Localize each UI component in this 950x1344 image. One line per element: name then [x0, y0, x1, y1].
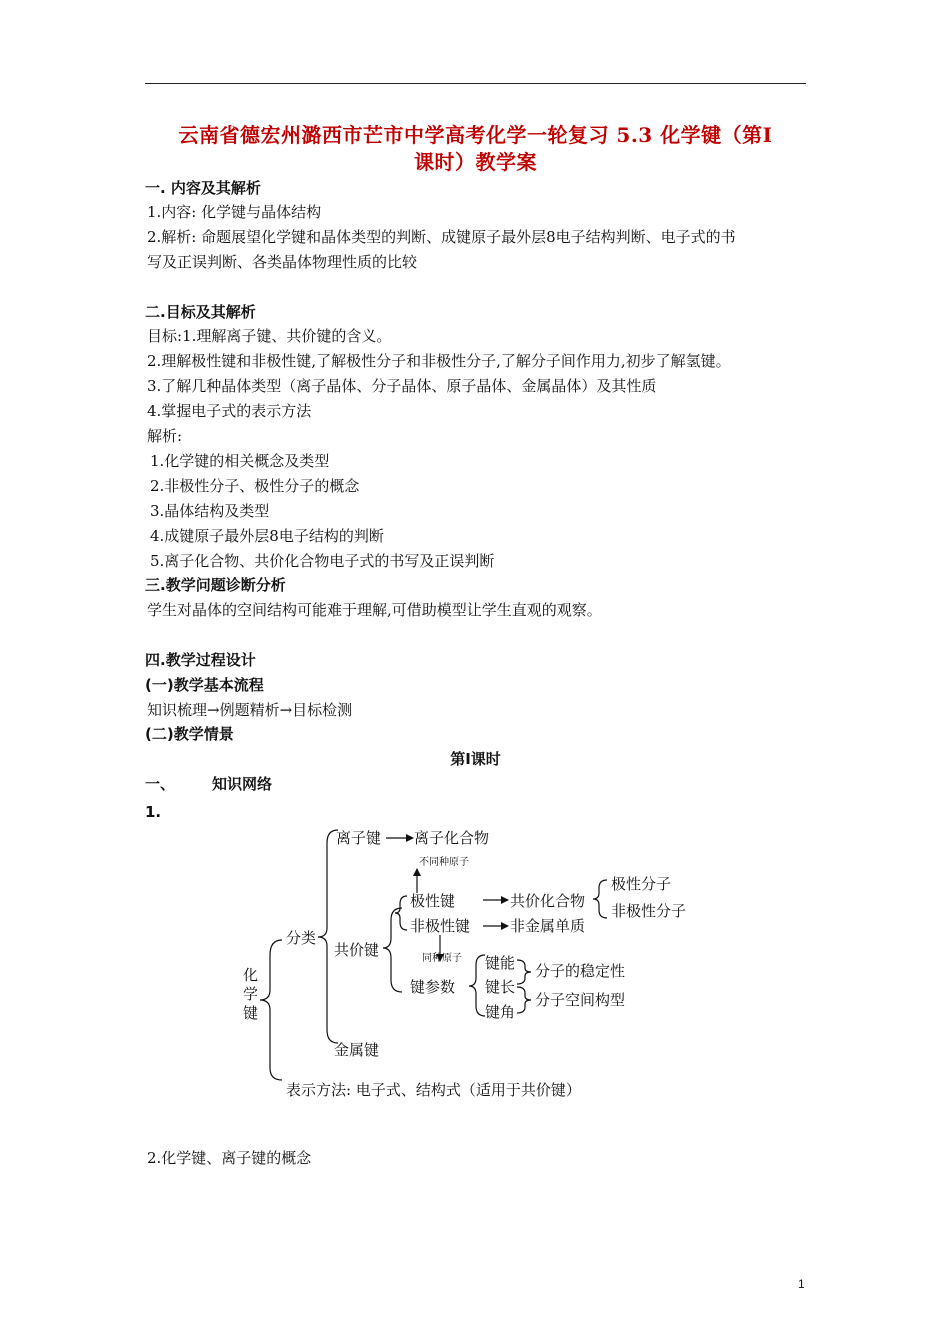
part-title: 知识网络 — [212, 775, 273, 793]
analysis-label: 解析: — [147, 427, 183, 445]
subsection-scene-heading: (二)教学情景 — [145, 725, 234, 743]
section-1-heading: 一. 内容及其解析 — [145, 179, 261, 197]
lesson-heading: 第Ⅰ课时 — [450, 750, 501, 768]
polar-brace — [395, 896, 407, 930]
subsection-flow-heading: (一)教学基本流程 — [145, 676, 264, 694]
molecule-brace — [593, 880, 607, 918]
node-classify: 分类 — [286, 929, 317, 947]
node-bond-length: 键长 — [485, 978, 516, 996]
node-covalent-bond: 共价键 — [334, 941, 380, 959]
node-ionic-bond: 离子键 — [336, 829, 382, 847]
item-2-text: 2.化学键、离子键的概念 — [147, 1149, 312, 1167]
section-3-heading: 三.教学问题诊断分析 — [145, 576, 286, 594]
node-molecular-stability: 分子的稳定性 — [535, 962, 626, 980]
root-brace — [260, 940, 282, 1080]
goal-item: 目标:1.理解离子键、共价键的含义。 — [147, 327, 392, 345]
analysis-item: 4.成键原子最外层8电子结构的判断 — [150, 527, 384, 545]
section-4-heading: 四.教学过程设计 — [145, 651, 256, 669]
document-title — [145, 122, 806, 176]
params-brace — [469, 955, 485, 1016]
shape-brace — [517, 987, 531, 1013]
section-1-analysis-line-1: 2.解析: 命题展望化学键和晶体类型的判断、成键原子最外层8电子结构判断、电子式的书 — [147, 228, 736, 246]
node-metallic-bond: 金属键 — [334, 1041, 380, 1059]
node-bond-parameters: 键参数 — [410, 978, 456, 996]
part-number: 一、 — [145, 775, 176, 793]
node-nonpolar-molecule: 非极性分子 — [611, 902, 687, 920]
section-2-heading: 二.目标及其解析 — [145, 303, 256, 321]
covalent-brace — [383, 908, 402, 992]
analysis-item: 2.非极性分子、极性分子的概念 — [150, 477, 360, 495]
label-different-atoms: 不同种原子 — [419, 857, 469, 868]
section-1-analysis-line-2: 写及正误判断、各类晶体物理性质的比较 — [147, 253, 418, 271]
node-representation: 表示方法: 电子式、结构式（适用于共价键） — [286, 1081, 581, 1099]
goal-item: 3.了解几种晶体类型（离子晶体、分子晶体、原子晶体、金属晶体）及其性质 — [147, 377, 657, 395]
node-covalent-compound: 共价化合物 — [510, 892, 586, 910]
analysis-item: 1.化学键的相关概念及类型 — [150, 452, 330, 470]
goal-item: 4.掌握电子式的表示方法 — [147, 402, 312, 420]
title-line-2: 课时）教学案 — [414, 150, 537, 174]
section-3-text: 学生对晶体的空间结构可能难于理解,可借助模型让学生直观的观察。 — [147, 601, 602, 619]
node-polar-molecule: 极性分子 — [611, 875, 672, 893]
classify-brace — [318, 830, 338, 1043]
stability-brace — [517, 960, 531, 984]
page-number: 1 — [798, 1277, 805, 1291]
node-ionic-compound: 离子化合物 — [414, 829, 490, 847]
analysis-item: 5.离子化合物、共价化合物电子式的书写及正误判断 — [150, 552, 495, 570]
node-root: 化学键 — [243, 966, 259, 1022]
node-nonpolar-bond: 非极性键 — [410, 917, 471, 935]
node-polar-bond: 极性键 — [410, 892, 456, 910]
label-same-atoms: 同种原子 — [422, 953, 462, 964]
item-1-label: 1. — [145, 803, 162, 821]
header-rule — [145, 83, 806, 84]
node-bond-angle: 键角 — [485, 1003, 516, 1021]
node-molecular-shape: 分子空间构型 — [535, 991, 626, 1009]
flow-text: 知识梳理→例题精析→目标检测 — [147, 701, 353, 719]
node-nonmetal-element: 非金属单质 — [510, 917, 586, 935]
section-1-content: 1.内容: 化学键与晶体结构 — [147, 203, 322, 221]
goal-item: 2.理解极性键和非极性键,了解极性分子和非极性分子,了解分子间作用力,初步了解氢键。 — [147, 352, 731, 370]
analysis-item: 3.晶体结构及类型 — [150, 502, 270, 520]
title-line-1: 云南省德宏州潞西市芒市中学高考化学一轮复习 5.3 化学键（第Ⅰ — [178, 123, 773, 147]
node-bond-energy: 键能 — [485, 954, 516, 972]
